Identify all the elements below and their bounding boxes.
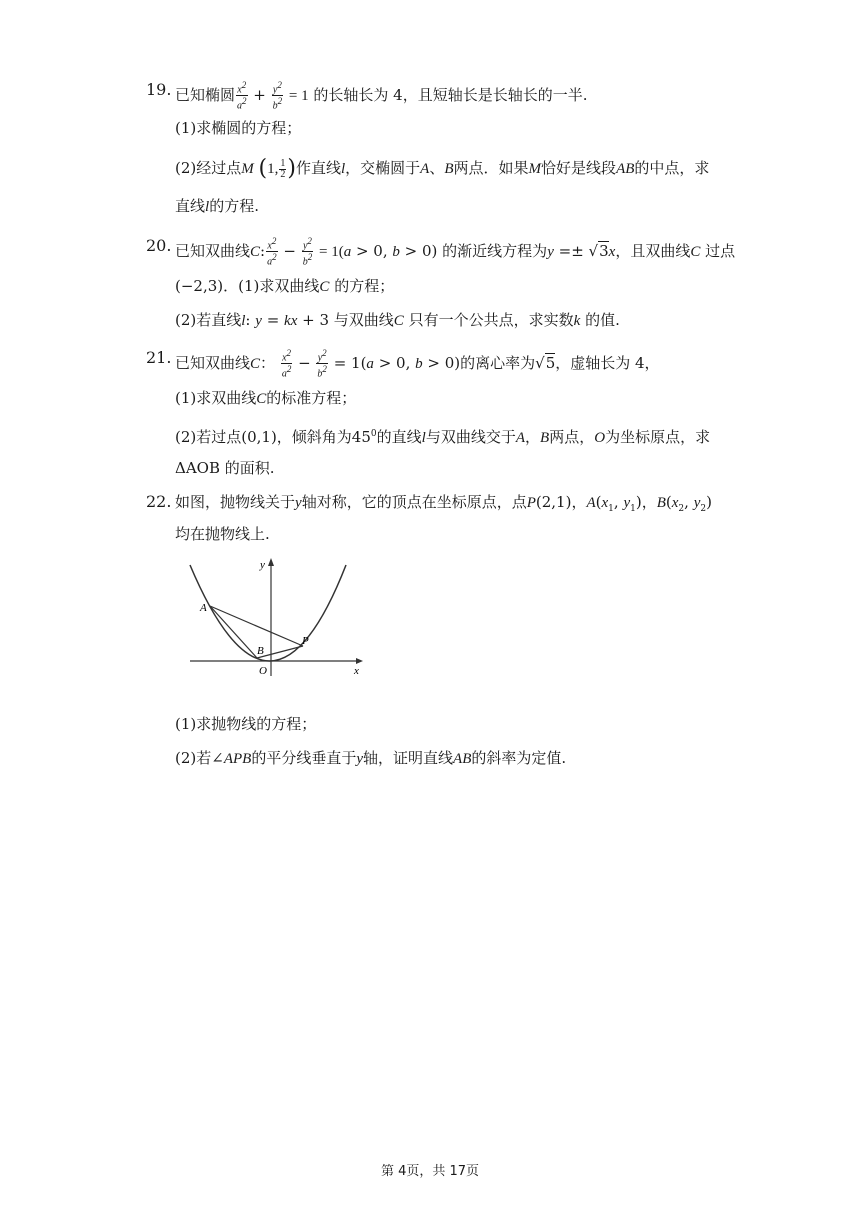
- q21-part2: (2)若过点(0,1)，倾斜角为$45^0$的直线l与双曲线交于A，B两点，O为坐标原点，求: [175, 428, 711, 446]
- q22-stem: 如图，抛物线关于y轴对称，它的顶点在坐标原点，点P(2,1)，$A(x_1$, $y_1$)，$B(x_2$, $y_2$): [175, 493, 712, 514]
- q19-part1: (1)求椭圆的方程；: [175, 119, 302, 137]
- q19-part2: (2)经过点M (1, $\frac{1}{2}$ )作直线l，交椭圆于A、B两点．如果M恰好是线段AB的中点，求: [175, 156, 710, 181]
- q19-stem: 已知椭圆 $\frac{x^2}{a^2}$ + $\frac{y^2}{b^2}$ = 1 的长轴长为 4，且短轴长是长轴长的一半.: [175, 80, 588, 112]
- question-number-21: 21.: [146, 348, 172, 367]
- label-O: O: [259, 665, 267, 677]
- q20-part2: (2)若直线l: y = kx + 3 与双曲线C 只有一个公共点，求实数k 的值.: [175, 311, 620, 329]
- parabola-curve: [190, 565, 346, 661]
- q19-part2-line2: 直线l的方程.: [175, 197, 259, 215]
- question-number-19: 19.: [146, 80, 172, 99]
- label-y: y: [260, 559, 265, 571]
- segment-BP: [257, 646, 303, 658]
- x-axis-arrow: [356, 658, 363, 664]
- page-footer: 第 4页，共 17页: [380, 1164, 480, 1179]
- question-number-22: 22.: [146, 492, 172, 511]
- label-A: A: [200, 602, 207, 614]
- q20-line2: (−2,3)．(1)求双曲线C 的方程；: [175, 277, 395, 295]
- question-number-20: 20.: [146, 236, 172, 255]
- q22-part1: (1)求抛物线的方程；: [175, 715, 317, 733]
- q21-stem: 已知双曲线C： $\frac{x^2}{a^2}$ − $\frac{y^2}{b^2}$ = 1(a > 0, b > 0)的离心率为√5，虚轴长为 4，: [175, 348, 660, 380]
- y-axis-arrow: [268, 558, 274, 566]
- q22-part2: (2)若∠APB的平分线垂直于y轴，证明直线AB的斜率为定值.: [175, 749, 567, 767]
- label-x: x: [354, 665, 359, 677]
- parabola-figure: [185, 556, 365, 680]
- segment-AB: [210, 606, 257, 658]
- q22-line2: 均在抛物线上.: [175, 525, 270, 543]
- label-P: P: [302, 635, 309, 647]
- q21-part1: (1)求双曲线C的标准方程；: [175, 389, 357, 407]
- segment-AP: [210, 606, 303, 646]
- q20-stem: 已知双曲线C: $\frac{x^2}{a^2}$ − $\frac{y^2}{b^2}$ = 1(a > 0, b > 0) 的渐近线方程为y =± √3x，且双曲线C 过点: [175, 236, 736, 268]
- q21-part2-line2: ΔAOB 的面积.: [175, 459, 275, 477]
- label-B: B: [257, 645, 264, 657]
